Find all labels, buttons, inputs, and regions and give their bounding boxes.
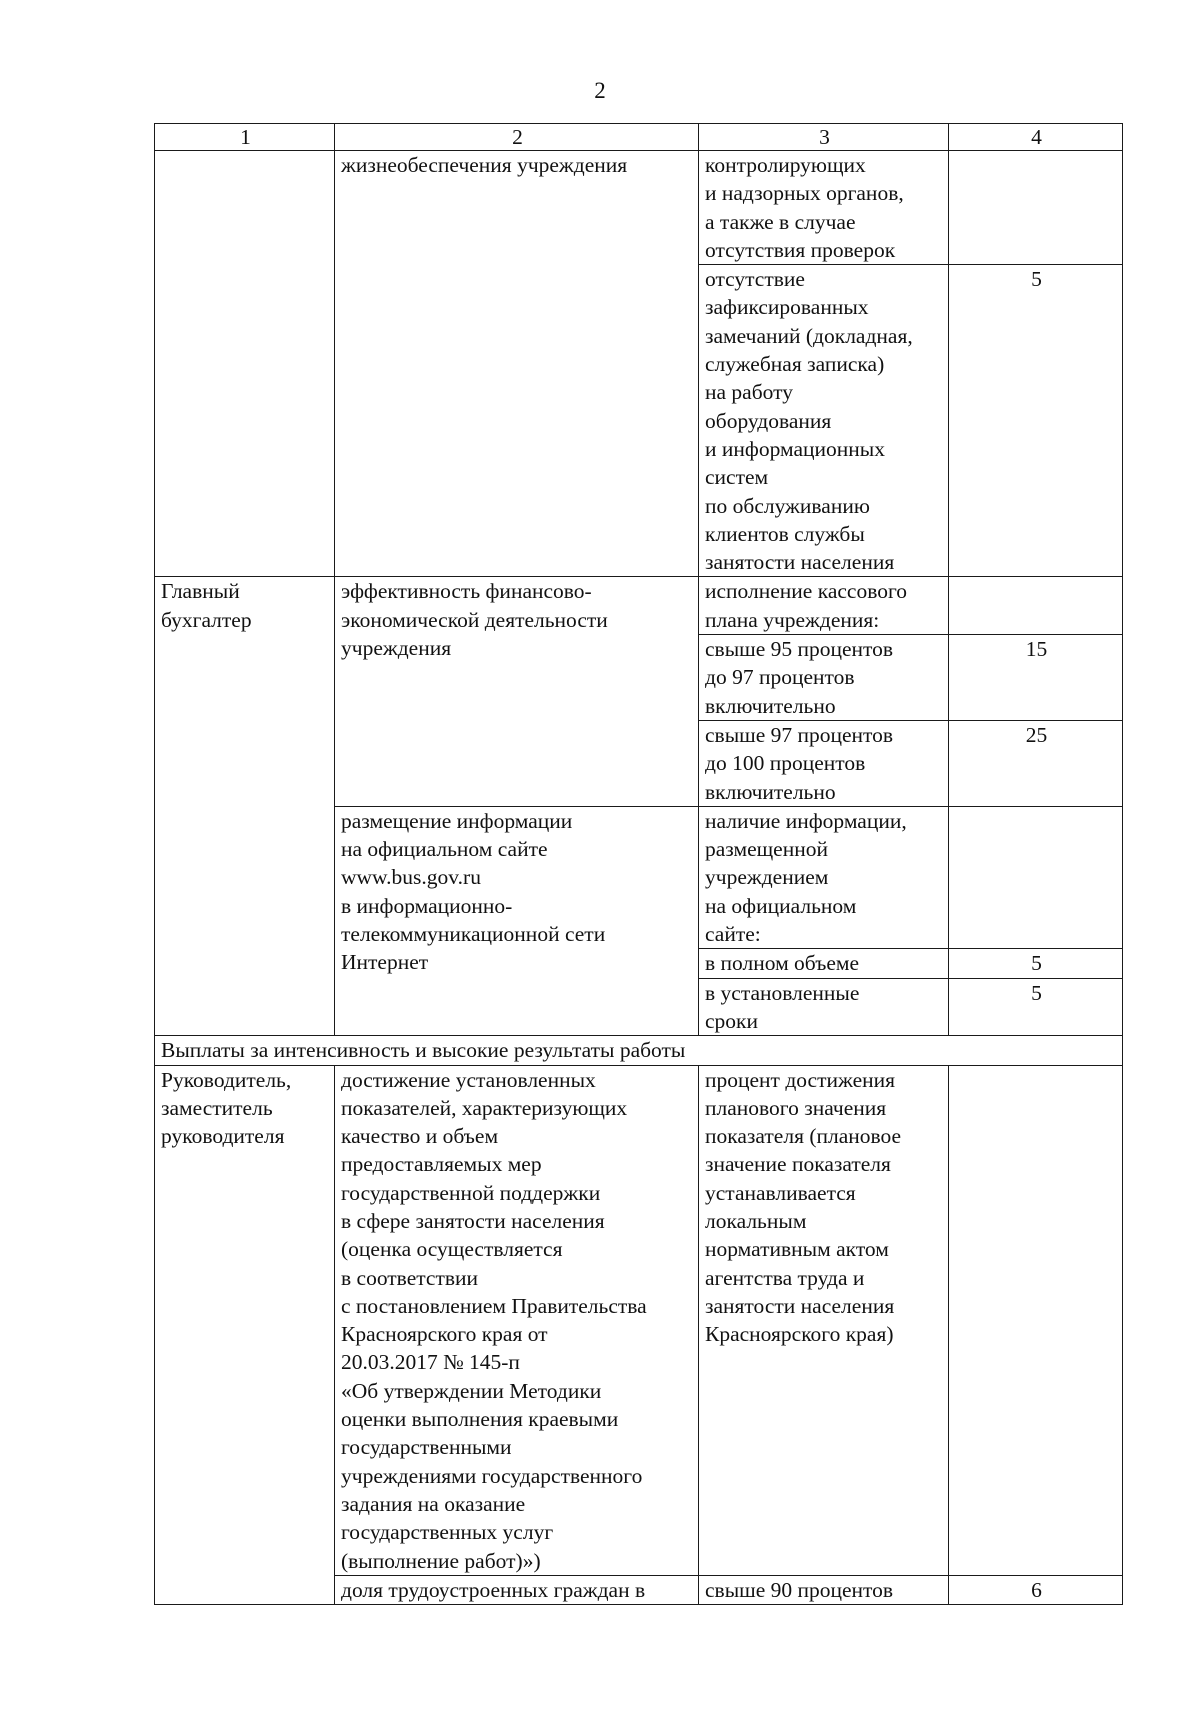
position-cell: Главный бухгалтер <box>155 577 335 1036</box>
condition-cell: отсутствие зафиксированных замечаний (докладная, служебная записка) на работу оборудования и информационных систем по обслуживанию клиентов службы занятости населения <box>699 265 949 577</box>
points-cell: 15 <box>949 635 1123 721</box>
condition-cell: наличие информации, размещенной учреждением на официальном сайте: <box>699 806 949 948</box>
header-cell: 2 <box>335 124 699 151</box>
table-row <box>155 577 1123 635</box>
points-cell <box>949 1065 1123 1575</box>
condition-cell: свыше 90 процентов <box>699 1575 949 1604</box>
points-cell <box>949 151 1123 265</box>
page-number: 2 <box>594 78 606 103</box>
points-cell: 5 <box>949 978 1123 1036</box>
section-title: Выплаты за интенсивность и высокие результаты работы <box>155 1036 1123 1065</box>
criterion-cell: жизнеобеспечения учреждения <box>335 151 699 577</box>
header-cell: 4 <box>949 124 1123 151</box>
criterion-cell: доля трудоустроенных граждан в <box>335 1575 699 1604</box>
criterion-cell: размещение информации на официальном сайте www.bus.gov.ru в информационно- телекоммуникационной сети Интернет <box>335 806 699 1035</box>
points-cell: 6 <box>949 1575 1123 1604</box>
condition-cell: в установленные сроки <box>699 978 949 1036</box>
points-cell <box>949 577 1123 635</box>
table-row <box>155 1065 1123 1575</box>
section-row <box>155 1036 1123 1065</box>
table-row <box>155 151 1123 265</box>
position-cell <box>155 151 335 577</box>
points-cell: 25 <box>949 720 1123 806</box>
table-header-row <box>155 124 1123 151</box>
condition-cell: процент достижения планового значения показателя (плановое значение показателя устанавливается локальным нормативным актом агентства труда и занятости населения Красноярского края) <box>699 1065 949 1575</box>
header-cell: 3 <box>699 124 949 151</box>
condition-cell: свыше 97 процентов до 100 процентов включительно <box>699 720 949 806</box>
criterion-cell: достижение установленных показателей, характеризующих качество и объем предоставляемых мер государственной поддержки в сфере занятости населения (оценка осуществляется в соответствии с постановлением Правительства Красноярского края от 20.03.2017 № 145-п «Об утверждении Методики оценки выполнения краевыми государственными учреждениями государственного задания на оказание государственных услуг (выполнение работ)») <box>335 1065 699 1575</box>
points-cell <box>949 806 1123 948</box>
points-cell: 5 <box>949 265 1123 577</box>
condition-cell: в полном объеме <box>699 949 949 978</box>
points-cell: 5 <box>949 949 1123 978</box>
criteria-table <box>154 123 1123 1605</box>
condition-cell: контролирующих и надзорных органов, а также в случае отсутствия проверок <box>699 151 949 265</box>
condition-cell: свыше 95 процентов до 97 процентов включительно <box>699 635 949 721</box>
criterion-cell: эффективность финансово- экономической деятельности учреждения <box>335 577 699 806</box>
position-cell: Руководитель, заместитель руководителя <box>155 1065 335 1605</box>
condition-cell: исполнение кассового плана учреждения: <box>699 577 949 635</box>
header-cell: 1 <box>155 124 335 151</box>
